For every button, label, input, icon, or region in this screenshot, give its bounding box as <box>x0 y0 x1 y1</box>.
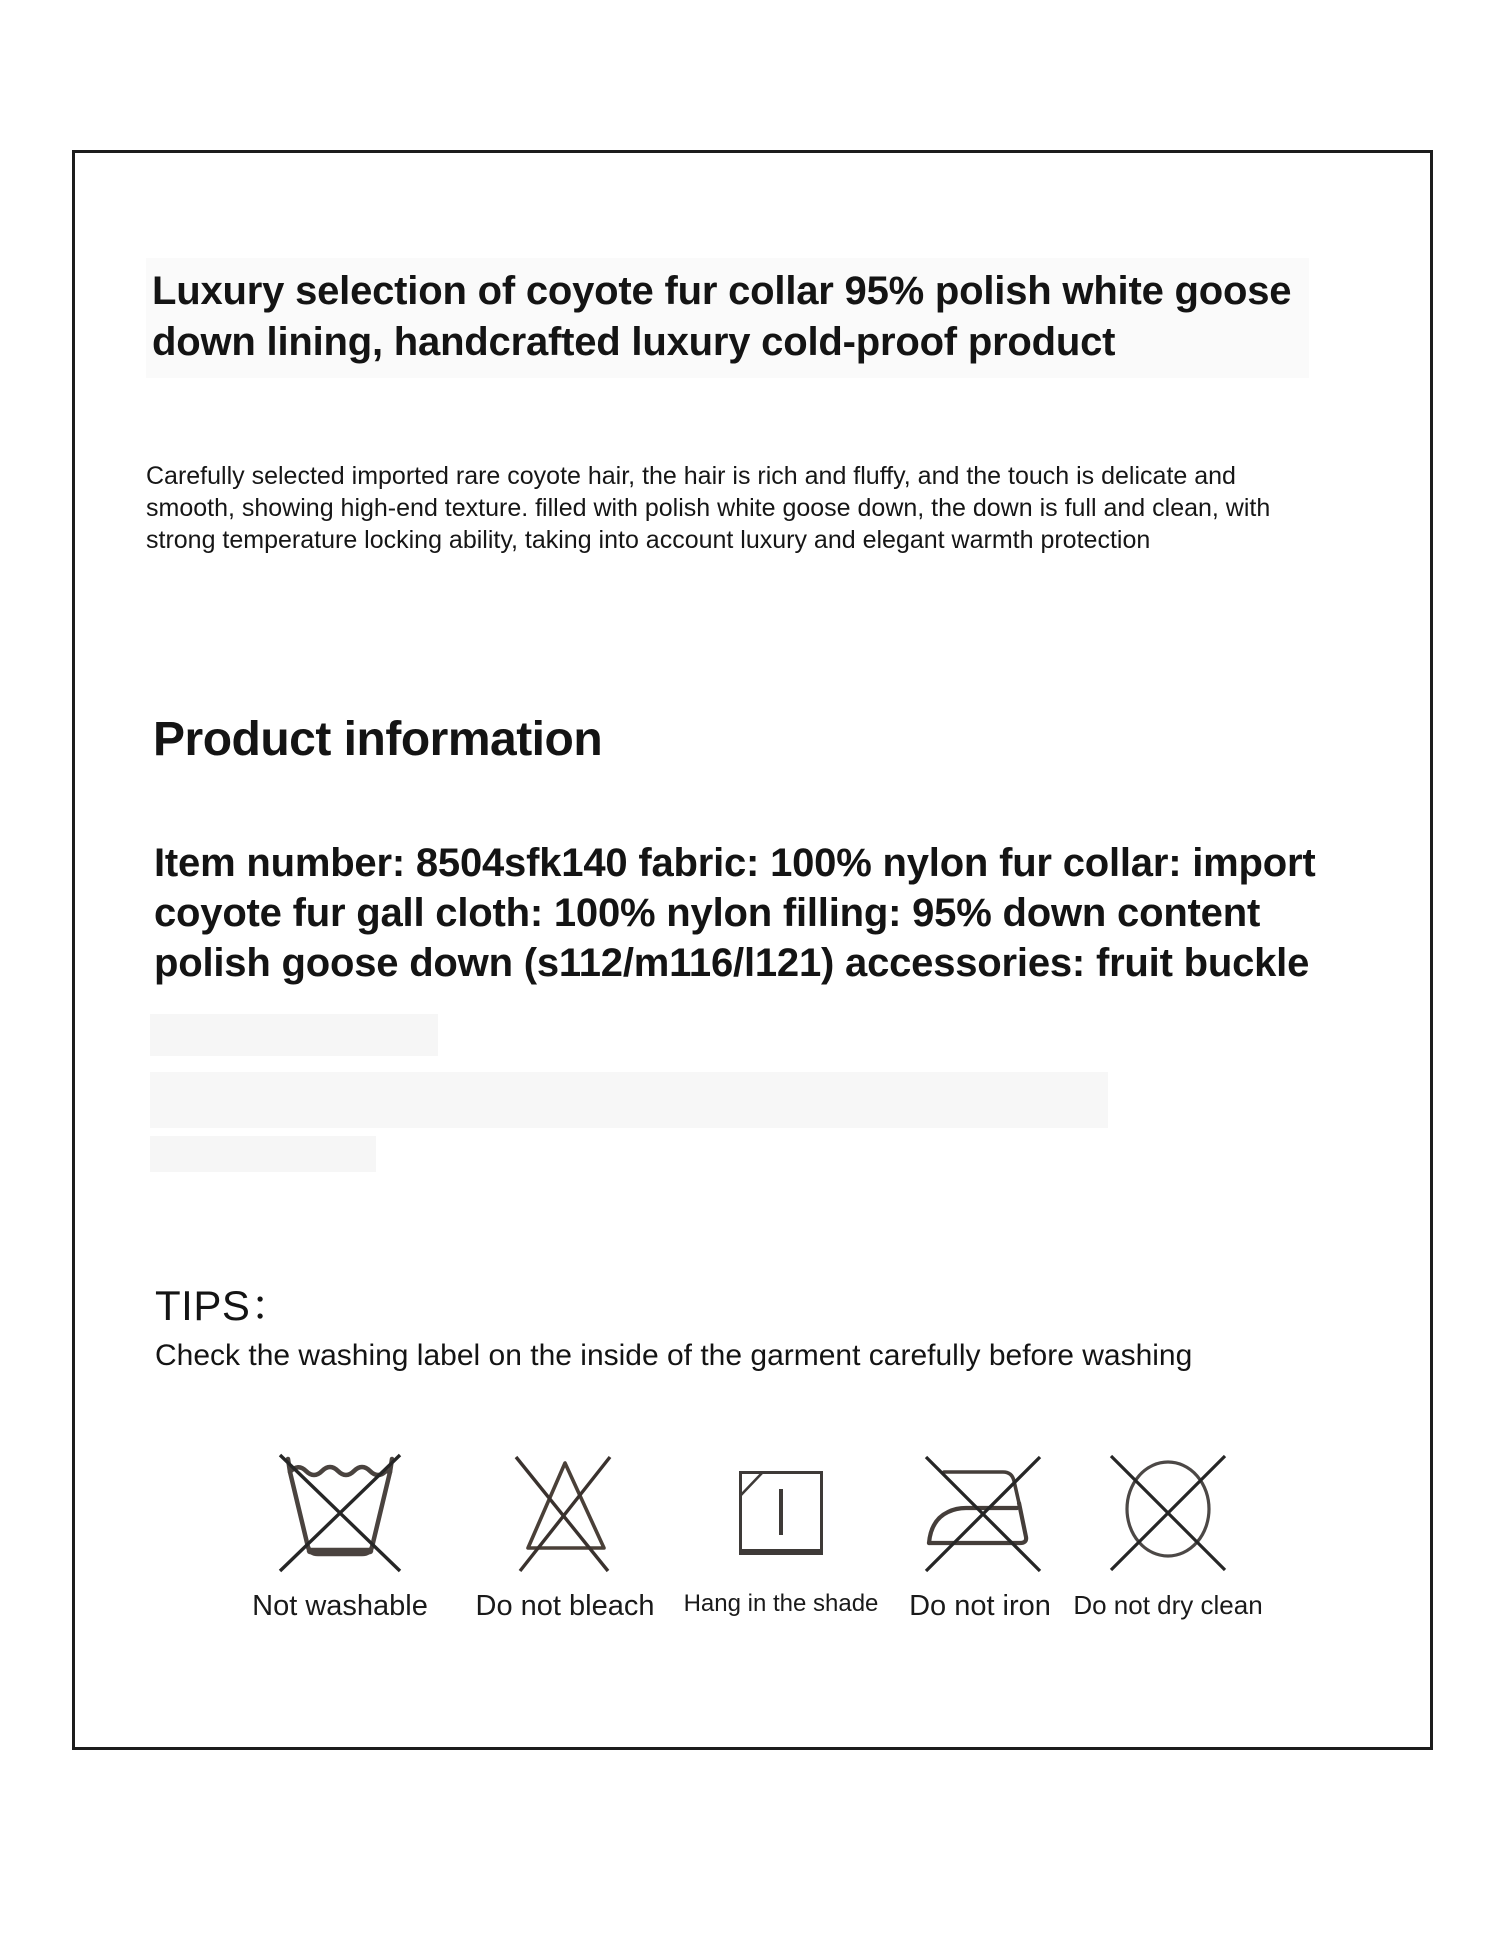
product-description: Carefully selected imported rare coyote hair, the hair is rich and fluffy, and the touch is delicate and smooth, showing high-end texture. filled with polish white goose down, the down is full and clean, with strong temperature locking ability, taking into account luxury and elegant warmth protection <box>146 462 1271 554</box>
do-not-dry-clean-icon <box>1102 1448 1234 1578</box>
hang-in-the-shade-icon <box>736 1448 826 1578</box>
care-label: Hang in the shade <box>683 1590 879 1617</box>
care-item-do-not-dry-clean <box>1048 1448 1288 1621</box>
care-item-not-washable <box>220 1448 460 1623</box>
faded-placeholder-block <box>150 1072 1108 1128</box>
page-title: Luxury selection of coyote fur collar 95% polish white goose down lining, handcrafted luxury cold-proof product <box>146 258 1309 378</box>
tips-heading: TIPS： <box>155 1282 293 1329</box>
care-label: Do not iron <box>909 1590 1051 1622</box>
faded-placeholder-block <box>150 1014 438 1056</box>
tips-note: Check the washing label on the inside of the garment carefully before washing <box>155 1339 1193 1372</box>
do-not-bleach-icon <box>504 1448 626 1578</box>
item-details-text: Item number: 8504sfk140 fabric: 100% nylon fur collar: import coyote fur gall cloth: 100% nylon filling: 95% down content polish goose down (s112/m116/l121) accessories: fruit buckle <box>154 841 1316 985</box>
care-label: Not washable <box>252 1590 428 1622</box>
faded-placeholder-block <box>150 1136 376 1172</box>
care-label: Do not dry clean <box>1073 1590 1263 1620</box>
product-information-heading: Product information <box>153 713 603 766</box>
not-washable-icon <box>273 1448 407 1578</box>
do-not-iron-icon <box>911 1448 1049 1578</box>
care-label: Do not bleach <box>475 1590 655 1622</box>
care-item-do-not-bleach <box>445 1448 685 1623</box>
